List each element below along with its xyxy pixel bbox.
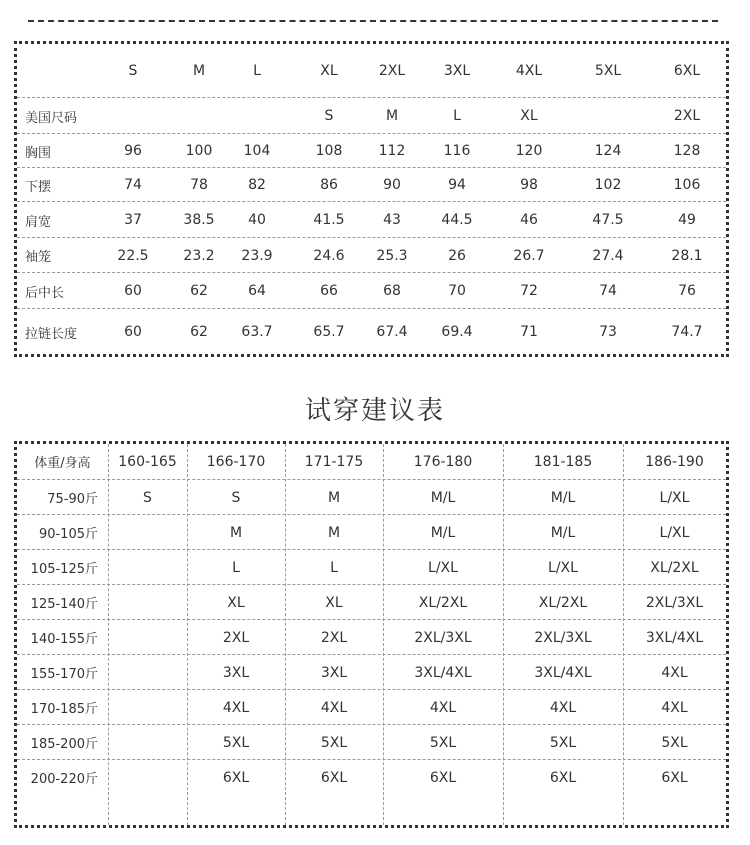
size-row-label: 肩宽 bbox=[25, 214, 52, 230]
suggested-size-cell: 3XL/4XL bbox=[534, 664, 592, 681]
suggested-size-cell: XL bbox=[227, 594, 245, 611]
size-value-cell: 94 bbox=[448, 177, 466, 193]
size-table-row bbox=[17, 272, 726, 309]
size-header-cell: 3XL bbox=[443, 62, 471, 79]
size-row-label: 胸围 bbox=[25, 145, 52, 161]
suggested-size-cell: 5XL bbox=[549, 734, 577, 751]
suggested-size-cell: 6XL bbox=[661, 769, 688, 786]
suggested-size-cell bbox=[108, 585, 187, 620]
size-header-cell: 6XL bbox=[673, 62, 701, 79]
suggested-size-cell: 3XL bbox=[222, 664, 250, 681]
size-value-cell: 41.5 bbox=[313, 212, 345, 228]
suggested-size-cell: 6XL bbox=[549, 769, 577, 786]
suggested-size-cell: 3XL bbox=[320, 664, 348, 681]
suggested-size-cell: 4XL bbox=[320, 699, 348, 716]
suggested-size-cell bbox=[108, 620, 187, 655]
size-value-cell: XL bbox=[520, 108, 538, 124]
size-value-cell: 96 bbox=[124, 143, 142, 159]
size-value-cell: 74 bbox=[124, 177, 142, 193]
suggested-size-cell: XL/2XL bbox=[538, 594, 588, 611]
suggested-size-cell: L/XL bbox=[659, 489, 690, 506]
size-value-cell: 102 bbox=[594, 177, 622, 193]
suggested-size-cell: 2XL/3XL bbox=[414, 629, 472, 646]
suggested-size-cell bbox=[108, 655, 187, 690]
size-value-cell: 43 bbox=[383, 212, 401, 228]
suggested-size-cell: 2XL/3XL bbox=[645, 594, 704, 611]
try-on-row bbox=[17, 759, 726, 795]
size-value-cell: 25.3 bbox=[376, 247, 408, 264]
size-value-cell: 40 bbox=[248, 212, 266, 228]
weight-range-label: 90-105斤 bbox=[38, 527, 98, 542]
try-on-row bbox=[17, 514, 726, 550]
size-value-cell: 28.1 bbox=[671, 247, 703, 264]
size-value-cell: 49 bbox=[678, 212, 696, 228]
size-value-cell: 72 bbox=[520, 283, 538, 299]
try-on-row bbox=[17, 479, 726, 515]
size-value-cell: 44.5 bbox=[441, 212, 473, 228]
size-header-cell: 4XL bbox=[515, 62, 543, 79]
size-value-cell: 116 bbox=[443, 143, 471, 159]
size-value-cell: 74.7 bbox=[671, 324, 703, 340]
top-dashed-divider bbox=[28, 20, 718, 22]
size-row-label: 袖笼 bbox=[25, 250, 52, 265]
suggested-size-cell: 4XL bbox=[549, 699, 577, 716]
suggested-size-cell: M/L bbox=[430, 489, 456, 506]
suggested-size-cell: XL bbox=[325, 594, 343, 611]
size-value-cell: 69.4 bbox=[441, 324, 473, 340]
size-header-row bbox=[17, 44, 726, 97]
size-value-cell: 90 bbox=[383, 177, 401, 193]
suggested-size-cell: L bbox=[232, 559, 240, 576]
suggested-size-cell: 6XL bbox=[222, 769, 250, 786]
size-value-cell: 60 bbox=[124, 283, 142, 299]
size-value-cell: 66 bbox=[320, 283, 338, 299]
size-value-cell: 67.4 bbox=[376, 324, 408, 340]
weight-range-label: 105-125斤 bbox=[30, 562, 98, 577]
suggested-size-cell: 3XL/4XL bbox=[645, 629, 704, 646]
suggested-size-cell: S bbox=[143, 489, 152, 506]
suggested-size-cell bbox=[108, 550, 187, 585]
try-on-row bbox=[17, 724, 726, 760]
suggested-size-cell bbox=[108, 760, 187, 795]
size-row-label: 后中长 bbox=[25, 285, 65, 301]
size-value-cell: 26.7 bbox=[513, 247, 545, 264]
suggested-size-cell: 5XL bbox=[429, 734, 457, 751]
suggested-size-cell: L bbox=[330, 559, 338, 576]
size-value-cell: 60 bbox=[124, 324, 142, 340]
suggested-size-cell: XL/2XL bbox=[418, 594, 468, 611]
suggested-size-cell: 4XL bbox=[222, 699, 250, 716]
suggested-size-cell: 5XL bbox=[222, 734, 250, 751]
height-range-header: 181-185 bbox=[533, 453, 593, 470]
size-value-cell: 104 bbox=[243, 143, 271, 159]
suggested-size-cell: 2XL bbox=[320, 629, 348, 646]
size-value-cell: 120 bbox=[515, 143, 543, 159]
suggested-size-cell: M bbox=[327, 524, 341, 541]
suggested-size-cell: XL/2XL bbox=[650, 559, 699, 576]
size-value-cell: 100 bbox=[185, 143, 213, 159]
size-value-cell: 63.7 bbox=[241, 324, 273, 340]
size-value-cell bbox=[578, 98, 638, 134]
size-value-cell: 106 bbox=[673, 177, 701, 193]
suggested-size-cell: S bbox=[231, 489, 241, 506]
size-value-cell: 71 bbox=[520, 324, 538, 340]
size-value-cell: 124 bbox=[594, 143, 622, 159]
size-value-cell: 98 bbox=[520, 177, 538, 193]
size-value-cell: 62 bbox=[190, 324, 208, 340]
size-header-cell: 2XL bbox=[378, 62, 406, 79]
try-on-row bbox=[17, 654, 726, 690]
suggested-size-cell: 2XL/3XL bbox=[534, 629, 592, 646]
suggested-size-cell: M bbox=[229, 524, 243, 541]
size-value-cell: 46 bbox=[520, 212, 538, 228]
size-value-cell: 65.7 bbox=[313, 324, 345, 340]
size-value-cell: 82 bbox=[248, 177, 266, 193]
size-value-cell bbox=[103, 98, 163, 134]
size-value-cell: 108 bbox=[315, 143, 343, 159]
try-on-row bbox=[17, 549, 726, 585]
size-row-label: 下摆 bbox=[25, 179, 52, 195]
size-table-row bbox=[17, 167, 726, 202]
size-table-row bbox=[17, 308, 726, 355]
suggested-size-cell: L/XL bbox=[428, 559, 458, 576]
try-on-row bbox=[17, 619, 726, 655]
size-value-cell: 78 bbox=[190, 177, 208, 193]
size-value-cell bbox=[227, 98, 287, 134]
size-table-row bbox=[17, 97, 726, 134]
weight-range-label: 75-90斤 bbox=[47, 492, 98, 507]
suggested-size-cell: 5XL bbox=[661, 734, 688, 751]
size-value-cell: 2XL bbox=[673, 108, 701, 124]
size-header-cell: XL bbox=[320, 62, 338, 79]
size-value-cell: M bbox=[385, 108, 399, 124]
size-value-cell: 86 bbox=[320, 177, 338, 193]
size-value-cell: S bbox=[324, 108, 334, 124]
try-on-row bbox=[17, 584, 726, 620]
suggested-size-cell: 6XL bbox=[320, 769, 348, 786]
size-value-cell: 128 bbox=[673, 143, 701, 159]
size-value-cell: 68 bbox=[383, 283, 401, 299]
size-value-cell: 47.5 bbox=[592, 212, 624, 228]
size-header-cell: L bbox=[253, 62, 261, 79]
suggested-size-cell: M/L bbox=[550, 524, 576, 541]
size-value-cell: 27.4 bbox=[592, 247, 624, 264]
suggested-size-cell: 2XL bbox=[222, 629, 250, 646]
size-value-cell bbox=[169, 98, 229, 134]
size-row-label: 美国尺码 bbox=[25, 110, 78, 126]
suggested-size-cell: 4XL bbox=[661, 664, 688, 681]
size-value-cell: 24.6 bbox=[313, 247, 345, 264]
size-header-cell: M bbox=[192, 62, 206, 79]
weight-range-label: 170-185斤 bbox=[30, 702, 98, 717]
try-on-title: 试穿建议表 bbox=[304, 396, 445, 426]
suggested-size-cell: 6XL bbox=[429, 769, 457, 786]
suggested-size-cell: M/L bbox=[430, 524, 456, 541]
suggested-size-cell: 5XL bbox=[320, 734, 348, 751]
size-value-cell: 23.9 bbox=[241, 247, 273, 264]
try-on-row bbox=[17, 689, 726, 725]
suggested-size-cell: M bbox=[327, 489, 341, 506]
size-value-cell: 37 bbox=[124, 212, 142, 228]
weight-range-label: 185-200斤 bbox=[30, 737, 98, 752]
suggested-size-cell: 3XL/4XL bbox=[414, 664, 472, 681]
try-on-corner-label: 体重/身高 bbox=[34, 456, 91, 471]
size-table-row bbox=[17, 201, 726, 238]
size-value-cell: 62 bbox=[190, 283, 208, 299]
size-value-cell: 38.5 bbox=[183, 212, 215, 228]
weight-range-label: 140-155斤 bbox=[30, 632, 98, 647]
weight-range-label: 155-170斤 bbox=[30, 667, 98, 682]
size-table-row bbox=[17, 133, 726, 168]
size-value-cell: 22.5 bbox=[117, 247, 149, 264]
size-row-label: 拉链长度 bbox=[25, 326, 78, 342]
size-value-cell: 64 bbox=[248, 283, 266, 299]
suggested-size-cell: 4XL bbox=[429, 699, 457, 716]
size-value-cell: L bbox=[453, 108, 461, 124]
size-value-cell: 76 bbox=[678, 283, 696, 299]
height-range-header: 171-175 bbox=[304, 453, 364, 470]
height-range-header: 166-170 bbox=[206, 453, 266, 470]
size-value-cell: 112 bbox=[378, 143, 406, 159]
suggested-size-cell bbox=[108, 725, 187, 760]
size-value-cell: 26 bbox=[448, 247, 466, 264]
weight-range-label: 200-220斤 bbox=[30, 772, 98, 787]
suggested-size-cell bbox=[108, 690, 187, 725]
height-range-header: 186-190 bbox=[645, 453, 704, 470]
size-value-cell: 73 bbox=[599, 324, 617, 340]
size-value-cell: 74 bbox=[599, 283, 617, 299]
size-value-cell: 70 bbox=[448, 283, 466, 299]
try-on-table bbox=[14, 441, 729, 828]
height-range-header: 176-180 bbox=[413, 453, 473, 470]
suggested-size-cell: M/L bbox=[550, 489, 576, 506]
size-value-cell: 23.2 bbox=[183, 247, 215, 264]
size-table-row bbox=[17, 237, 726, 273]
size-chart-table bbox=[14, 41, 729, 357]
size-header-cell: 5XL bbox=[594, 62, 622, 79]
suggested-size-cell: L/XL bbox=[548, 559, 578, 576]
suggested-size-cell: L/XL bbox=[659, 524, 690, 541]
size-header-cell: S bbox=[128, 62, 138, 79]
weight-range-label: 125-140斤 bbox=[30, 597, 98, 612]
suggested-size-cell: 4XL bbox=[661, 699, 688, 716]
height-range-header: 160-165 bbox=[118, 453, 177, 470]
suggested-size-cell bbox=[108, 515, 187, 550]
try-on-header-row bbox=[17, 444, 726, 479]
